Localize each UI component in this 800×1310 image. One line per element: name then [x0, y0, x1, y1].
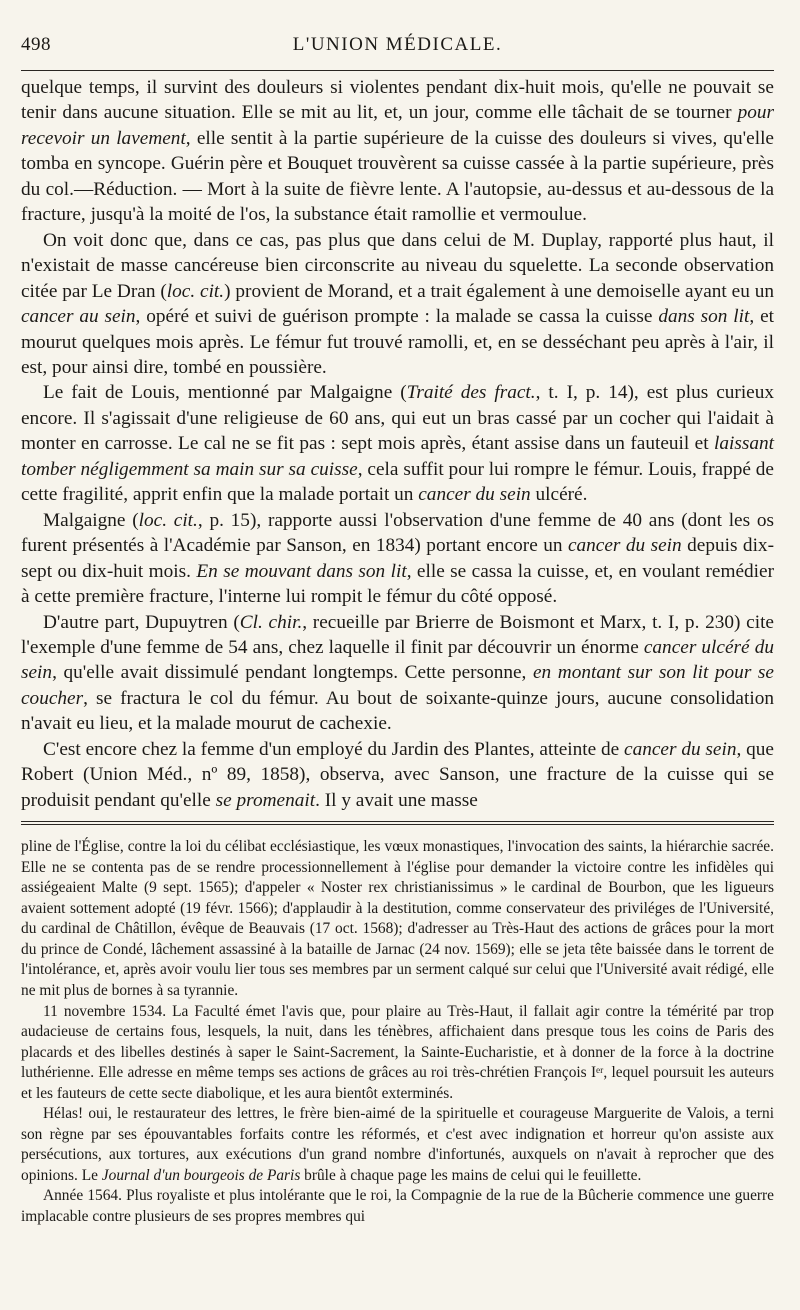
- page-header: [21, 34, 774, 60]
- footnotes: [21, 837, 774, 1227]
- footnote-paragraph-1: pline de l'Église, contre la loi du célibat ecclésiastique, les vœux monastiques, l'invocation des saints, la hiérarchie sacrée. Elle ne se contenta pas de se rendre processionnellement à l'église pour demander la victoire contre les infidèles qui assiégeaient Malte (9 sept. 1565); d'appeler « Noster rex christianissimus » le cardinal de Bourbon, que les ligueurs avaient sottement adopté (19 févr. 1566); d'applaudir à la destitution, comme conservateur des priviléges de l'Université, du cardinal de Châtillon, évêque de Beauvais (17 oct. 1568); d'adresser au Très-Haut des actions de grâces pour la mort du prince de Condé, lâchement assassiné à la bataille de Jarnac (24 nov. 1569); elle se jeta tête baissée dans le torrent de l'intolérance, et, après avoir voulu lier tous ses membres par un serment calqué sur celui que l'Université avait rédigé, elle ne mit plus de bornes à sa tyrannie.: [21, 838, 774, 999]
- paragraph-5: D'autre part, Dupuytren (Cl. chir., recueille par Brierre de Boismont et Marx, t. I, p. 230) cite l'exemple d'une femme de 54 ans, chez laquelle il finit par découvrir un énorme cancer ulcéré du sein, qu'elle avait dissimulé pendant longtemps. Cette personne, en montant sur son lit pour se coucher, se fractura le col du fémur. Au bout de soixante-quinze jours, aucune consolidation n'avait eu lieu, et la malade mourut de cachexie.: [21, 611, 774, 735]
- main-text: [21, 75, 774, 813]
- paragraph-1: quelque temps, il survint des douleurs si violentes pendant dix-huit mois, qu'elle ne pouvait se tenir dans aucune situation. Elle se mit au lit, et, un jour, comme elle tâchait de se tourner pour recevoir un lavement, elle sentit à la partie supérieure de la cuisse des douleurs si vives, qu'elle tomba en syncope. Guérin père et Bouquet trouvèrent sa cuisse cassée à la partie supérieure, près du col.—Réduction. — Mort à la suite de fièvre lente. A l'autopsie, au-dessus et au-dessous de la fracture, jusqu'à la moité de l'os, la substance était ramollie et vermoulue.: [21, 77, 774, 226]
- header-rule: [21, 70, 774, 71]
- footnote-separator: [21, 821, 774, 825]
- footnote-paragraph-3: Hélas! oui, le restaurateur des lettres, le frère bien-aimé de la spirituelle et courageuse Marguerite de Valois, a terni son règne par ses épouvantables forfaits contre les réformés, et c'est avec indignation et horreur qu'on assiste aux persécutions, aux tortures, aux exécutions d'un grand nombre d'infortunés, auxquels on n'avait à reprocher que des opinions. Le Journal d'un bourgeois de Paris brûle à chaque page les mains de celui qui le feuillette.: [21, 1105, 774, 1184]
- running-title: L'UNION MÉDICALE.: [292, 34, 503, 55]
- paragraph-3: Le fait de Louis, mentionné par Malgaigne (Traité des fract., t. I, p. 14), est plus curieux encore. Il s'agissait d'une religieuse de 60 ans, qui eut un bras cassé par un cocher qui l'aidait à monter en carrosse. Le cal ne se fit pas : sept mois après, étant assise dans un fauteuil et laissant tomber négligemment sa main sur sa cuisse, cela suffit pour lui rompre le fémur. Louis, frappé de cette fragilité, apprit enfin que la malade portait un cancer du sein ulcéré.: [21, 382, 775, 506]
- footnote-paragraph-4: Année 1564. Plus royaliste et plus intolérante que le roi, la Compagnie de la rue de la Bûcherie commence une guerre implacable contre plusieurs de ses propres membres qui: [21, 1187, 774, 1225]
- paragraph-4: Malgaigne (loc. cit., p. 15), rapporte aussi l'observation d'une femme de 40 ans (dont les os furent présentés à l'Académie par Sanson, en 1834) portant encore un cancer du sein depuis dix-sept ou dix-huit mois. En se mouvant dans son lit, elle se cassa la cuisse, et, en voulant remédier à cette première fracture, l'interne lui rompit le fémur du côté opposé.: [21, 509, 775, 608]
- footnote-paragraph-2: 11 novembre 1534. La Faculté émet l'avis que, pour plaire au Très-Haut, il fallait agir contre la témérité par trop audacieuse de certains fous, lesquels, la nuit, dans les ténèbres, affichaient dans presque tous les coins de Paris des placards et des libelles destinés à saper le Saint-Sacrement, la Sainte-Eucharistie, et à donner de la force à la doctrine luthérienne. Elle adresse en même temps ses actions de grâces au roi très-chrétien François Iᵉʳ, lequel poursuit les auteurs et les fauteurs de cette secte diabolique, et les aura bientôt exterminés.: [21, 1002, 774, 1102]
- paragraph-2: On voit donc que, dans ce cas, pas plus que dans celui de M. Duplay, rapporté plus haut, il n'existait de masse cancéreuse bien circonscrite au niveau du squelette. La seconde observation citée par Le Dran (loc. cit.) provient de Morand, et a trait également à une demoiselle ayant eu un cancer au sein, opéré et suivi de guérison prompte : la malade se cassa la cuisse dans son lit, et mourut quelques mois après. Le fémur fut trouvé ramolli, et, en se desséchant peu après à l'air, il est, pour ainsi dire, tombé en poussière.: [21, 229, 774, 378]
- paragraph-6: C'est encore chez la femme d'un employé du Jardin des Plantes, atteinte de cancer du sein, que Robert (Union Méd., nº 89, 1858), observa, avec Sanson, une fracture de la cuisse qui se produisit pendant qu'elle se promenait. Il y avait une masse: [21, 738, 774, 811]
- page-number: 498: [21, 34, 51, 55]
